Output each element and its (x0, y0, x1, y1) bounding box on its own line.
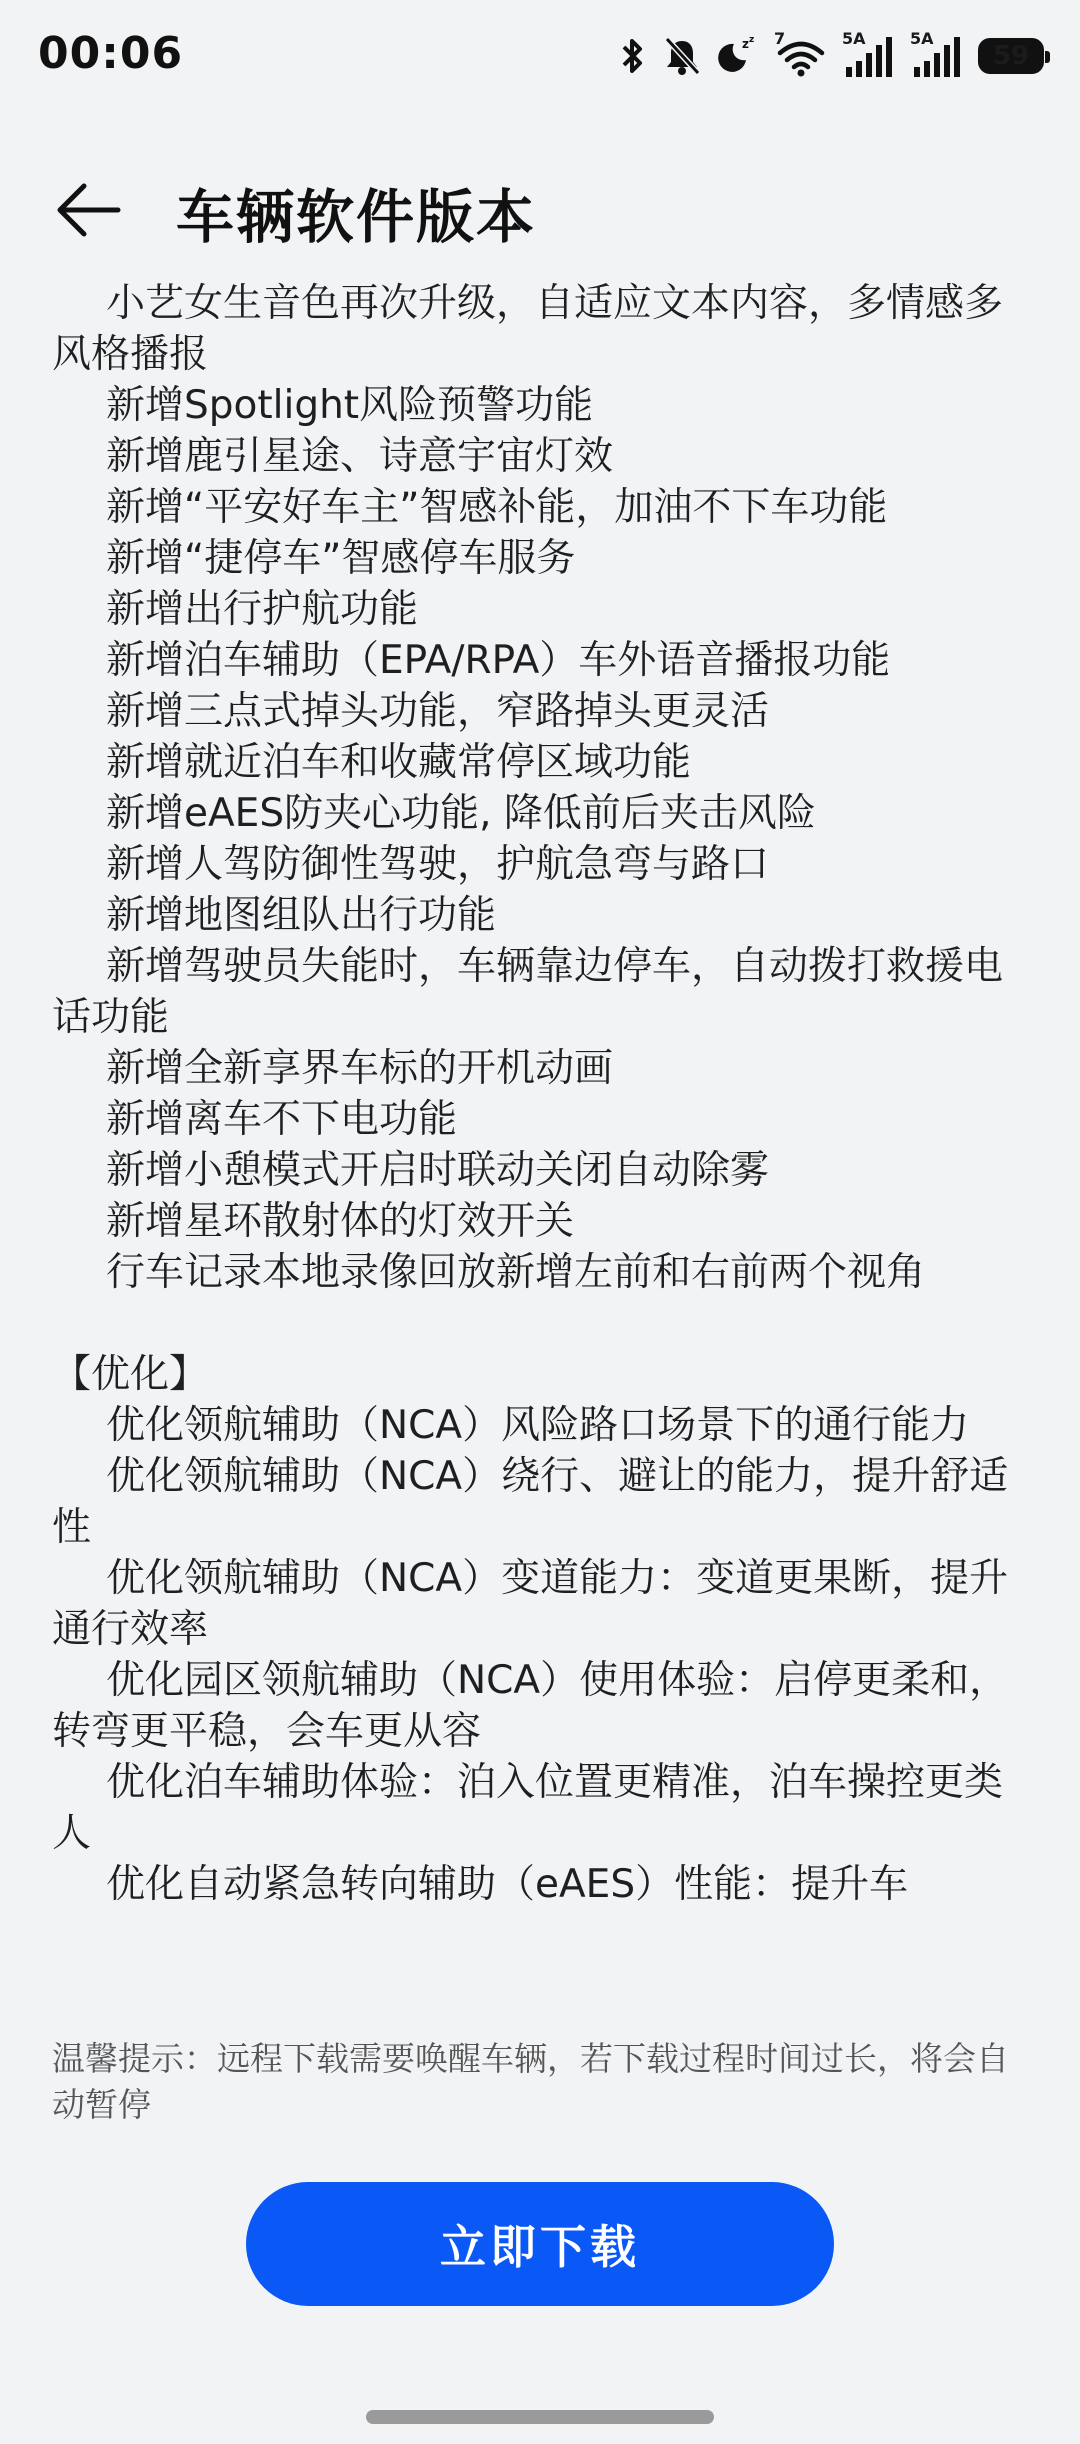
list-item: 优化领航辅助（NCA）风险路口场景下的通行能力 (106, 1403, 970, 1448)
list-item: 优化自动紧急转向辅助（eAES）性能：提升车 (106, 1862, 909, 1907)
list-item: 新增鹿引星途、诗意宇宙灯效 (106, 434, 614, 479)
download-now-button[interactable]: 立即下载 (246, 2182, 834, 2306)
svg-text:z: z (742, 37, 749, 51)
list-item: 优化领航辅助（NCA）绕行、避让的能力，提升舒适性 (52, 1454, 1009, 1550)
back-button[interactable] (54, 180, 124, 240)
svg-text:z: z (749, 35, 755, 45)
list-item: 新增Spotlight风险预警功能 (106, 383, 594, 428)
download-tip: 温馨提示：远程下载需要唤醒车辆，若下载过程时间过长，将会自动暂停 (52, 2039, 1009, 2124)
bluetooth-icon (618, 36, 648, 76)
section-heading-optimize: 【优化】 (52, 1352, 209, 1397)
wifi-icon: 7 (774, 33, 828, 79)
list-item: 新增就近泊车和收藏常停区域功能 (106, 740, 692, 785)
list-item: 新增地图组队出行功能 (106, 893, 497, 938)
list-item: 优化泊车辅助体验：泊入位置更精准，泊车操控更类人 (52, 1760, 1004, 1856)
list-item: 新增离车不下电功能 (106, 1097, 458, 1142)
list-item: 新增全新享界车标的开机动画 (106, 1046, 614, 1091)
release-notes[interactable] (52, 278, 1032, 1990)
list-item: 优化领航辅助（NCA）变道能力：变道更果断，提升通行效率 (52, 1556, 1009, 1652)
list-item: 小艺女生音色再次升级，自适应文本内容，多情感多风格播报 (52, 281, 1004, 377)
sleep-moon-icon (716, 34, 760, 78)
home-indicator[interactable] (366, 2410, 714, 2424)
battery-level: 59 (992, 41, 1030, 71)
status-bar (0, 0, 1080, 110)
list-item: 新增人驾防御性驾驶，护航急弯与路口 (106, 842, 770, 887)
list-item: 新增星环散射体的灯效开关 (106, 1199, 575, 1244)
arrow-left-icon (54, 180, 124, 240)
list-item: 新增泊车辅助（EPA/RPA）车外语音播报功能 (106, 638, 891, 683)
status-icons (618, 29, 1044, 80)
list-item: 新增“捷停车”智感停车服务 (106, 536, 576, 581)
status-time: 00:06 (38, 28, 184, 79)
list-item: 行车记录本地录像回放新增左前和右前两个视角 (106, 1250, 926, 1295)
list-item: 新增三点式掉头功能，窄路掉头更灵活 (106, 689, 770, 734)
list-item: 新增小憩模式开启时联动关闭自动除雾 (106, 1148, 770, 1193)
battery-icon (978, 38, 1044, 74)
mute-bell-icon (662, 35, 702, 77)
list-item: 新增“平安好车主”智感补能，加油不下车功能 (106, 485, 888, 530)
list-item: 新增驾驶员失能时，车辆靠边停车，自动拨打救援电话功能 (52, 944, 1004, 1040)
list-item: 新增eAES防夹心功能, 降低前后夹击风险 (106, 791, 816, 836)
page-title: 车辆软件版本 (176, 183, 537, 251)
list-item: 优化园区领航辅助（NCA）使用体验：启停更柔和，转弯更平稳，会车更从容 (52, 1658, 1009, 1754)
list-item: 新增出行护航功能 (106, 587, 419, 632)
cellular-signal-icon-1: 5A (842, 33, 896, 79)
cellular-signal-icon-2: 5A (910, 33, 964, 79)
app-header (0, 150, 1080, 270)
